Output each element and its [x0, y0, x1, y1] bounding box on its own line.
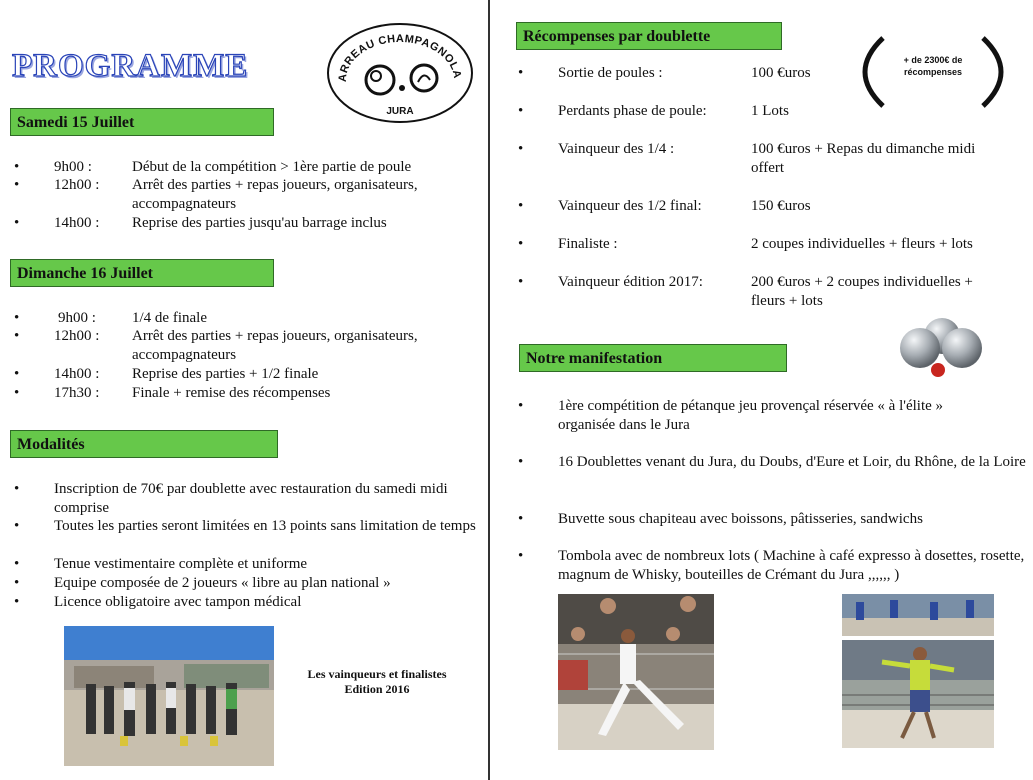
samedi-heading: Samedi 15 Juillet: [10, 108, 274, 136]
modalites-list: [14, 480, 476, 611]
list-item: • 17h30 : Finale + remise des récompenses: [14, 385, 331, 401]
list-item: • Equipe composée de 2 joueurs « libre au plan national »: [14, 575, 391, 591]
list-item: • 9h00 : 1/4 de finale: [14, 310, 207, 326]
modalites-heading: Modalités: [10, 430, 278, 458]
list-item: • Licence obligatoire avec tampon médical: [14, 594, 302, 610]
list-item: • Tenue vestimentaire complète et uniforme: [14, 556, 308, 572]
page-divider: [488, 0, 490, 780]
svg-text:JURA: JURA: [386, 106, 414, 117]
list-item: • 14h00 : Reprise des parties + 1/2 finale: [14, 366, 319, 382]
prize-badge: + de 2300€ de récompenses: [853, 34, 1013, 110]
list-item: • 14h00 : Reprise des parties jusqu'au barrage inclus: [14, 215, 387, 231]
manifestation-heading: Notre manifestation: [519, 344, 787, 372]
player-photo-left: [558, 594, 714, 750]
list-item: • 9h00 : Début de la compétition > 1ère partie de poule: [14, 159, 412, 175]
list-item: • Inscription de 70€ par doublette avec restauration du samedi midi comprise: [14, 481, 448, 516]
samedi-list: [14, 158, 474, 232]
photo-caption: Les vainqueurs et finalistes Edition 2016: [307, 667, 447, 696]
list-item: • 12h00 : Arrêt des parties + repas joueurs, organisateurs, accompagnateurs: [14, 177, 418, 212]
winners-photo: [64, 626, 274, 766]
svg-text:CARREAU CHAMPAGNOLAIS: ARREAU CHAMPAGNOLA: [336, 32, 464, 83]
list-item: • Toutes les parties seront limitées en 13 points sans limitation de temps: [14, 518, 476, 534]
dimanche-heading: Dimanche 16 Juillet: [10, 259, 274, 287]
player-photo-bottom-right: [842, 640, 994, 748]
programme-title: PROGRAMME: [12, 48, 249, 84]
players-photo-top-right: [842, 594, 994, 636]
list-item: • 12h00 : Arrêt des parties + repas joueurs, organisateurs, accompagnateurs: [14, 328, 418, 363]
petanque-balls-illustration: [896, 316, 988, 380]
recompenses-heading: Récompenses par doublette: [516, 22, 782, 50]
dimanche-list: [14, 309, 474, 402]
club-logo: [326, 22, 474, 124]
